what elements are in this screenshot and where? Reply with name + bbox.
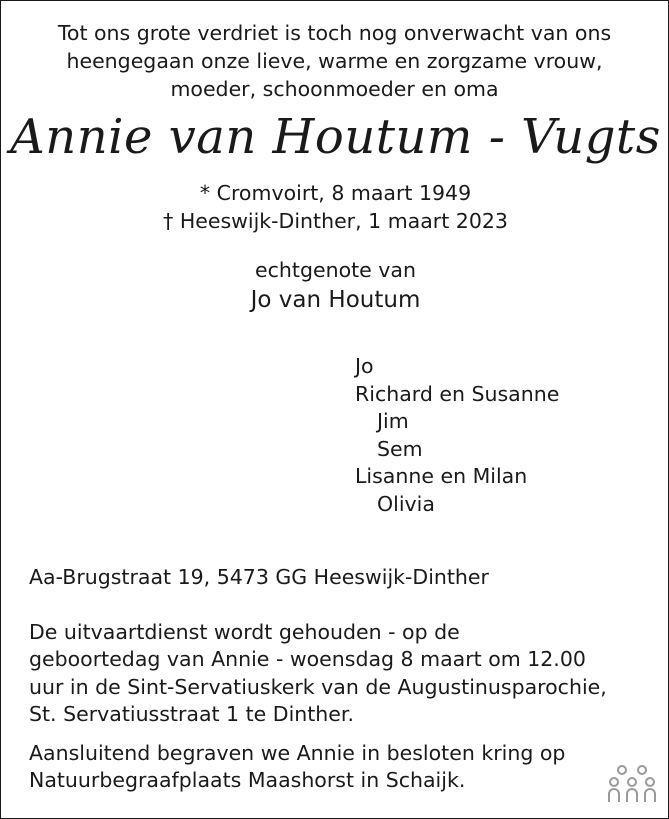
funeral-line: geboortedag van Annie - woensdag 8 maart om 12.00 bbox=[29, 647, 586, 672]
intro-text bbox=[21, 19, 648, 103]
family-member: Jo bbox=[355, 354, 374, 378]
family-list bbox=[355, 353, 559, 519]
intro-line: heengegaan onze lieve, warme en zorgzame vrouw, bbox=[66, 49, 603, 73]
funeral-line: uur in de Sint-Servatiuskerk van de Augustinusparochie, bbox=[29, 674, 607, 699]
family-member-grandchild: Jim bbox=[377, 409, 409, 434]
funeral-line: St. Servatiusstraat 1 te Dinther. bbox=[29, 702, 354, 727]
funeral-details bbox=[29, 619, 607, 729]
funeral-line: De uitvaartdienst wordt gehouden - op de bbox=[29, 620, 460, 644]
intro-line: Tot ons grote verdriet is toch nog onverwacht van ons bbox=[57, 21, 612, 45]
burial-line: Aansluitend begraven we Annie in besloten kring op bbox=[29, 741, 566, 765]
life-dates bbox=[1, 179, 669, 235]
burial-details bbox=[29, 740, 565, 795]
intro-line: moeder, schoonmoeder en oma bbox=[170, 77, 499, 101]
people-group-icon bbox=[608, 764, 656, 804]
birth-date: * Cromvoirt, 8 maart 1949 bbox=[199, 181, 472, 205]
spouse-label: echtgenote van bbox=[255, 258, 416, 282]
death-date: † Heeswijk-Dinther, 1 maart 2023 bbox=[163, 209, 508, 233]
address: Aa-Brugstraat 19, 5473 GG Heeswijk-Dinther bbox=[29, 565, 489, 589]
burial-line: Natuurbegraafplaats Maashorst in Schaijk. bbox=[29, 768, 466, 793]
deceased-name: Annie van Houtum - Vugts bbox=[10, 109, 661, 165]
family-member-grandchild: Sem bbox=[377, 436, 423, 461]
family-member: Richard en Susanne bbox=[355, 381, 560, 406]
spouse-name: Jo van Houtum bbox=[250, 287, 421, 313]
family-member: Lisanne en Milan bbox=[355, 464, 528, 489]
family-member-grandchild: Olivia bbox=[377, 491, 435, 516]
